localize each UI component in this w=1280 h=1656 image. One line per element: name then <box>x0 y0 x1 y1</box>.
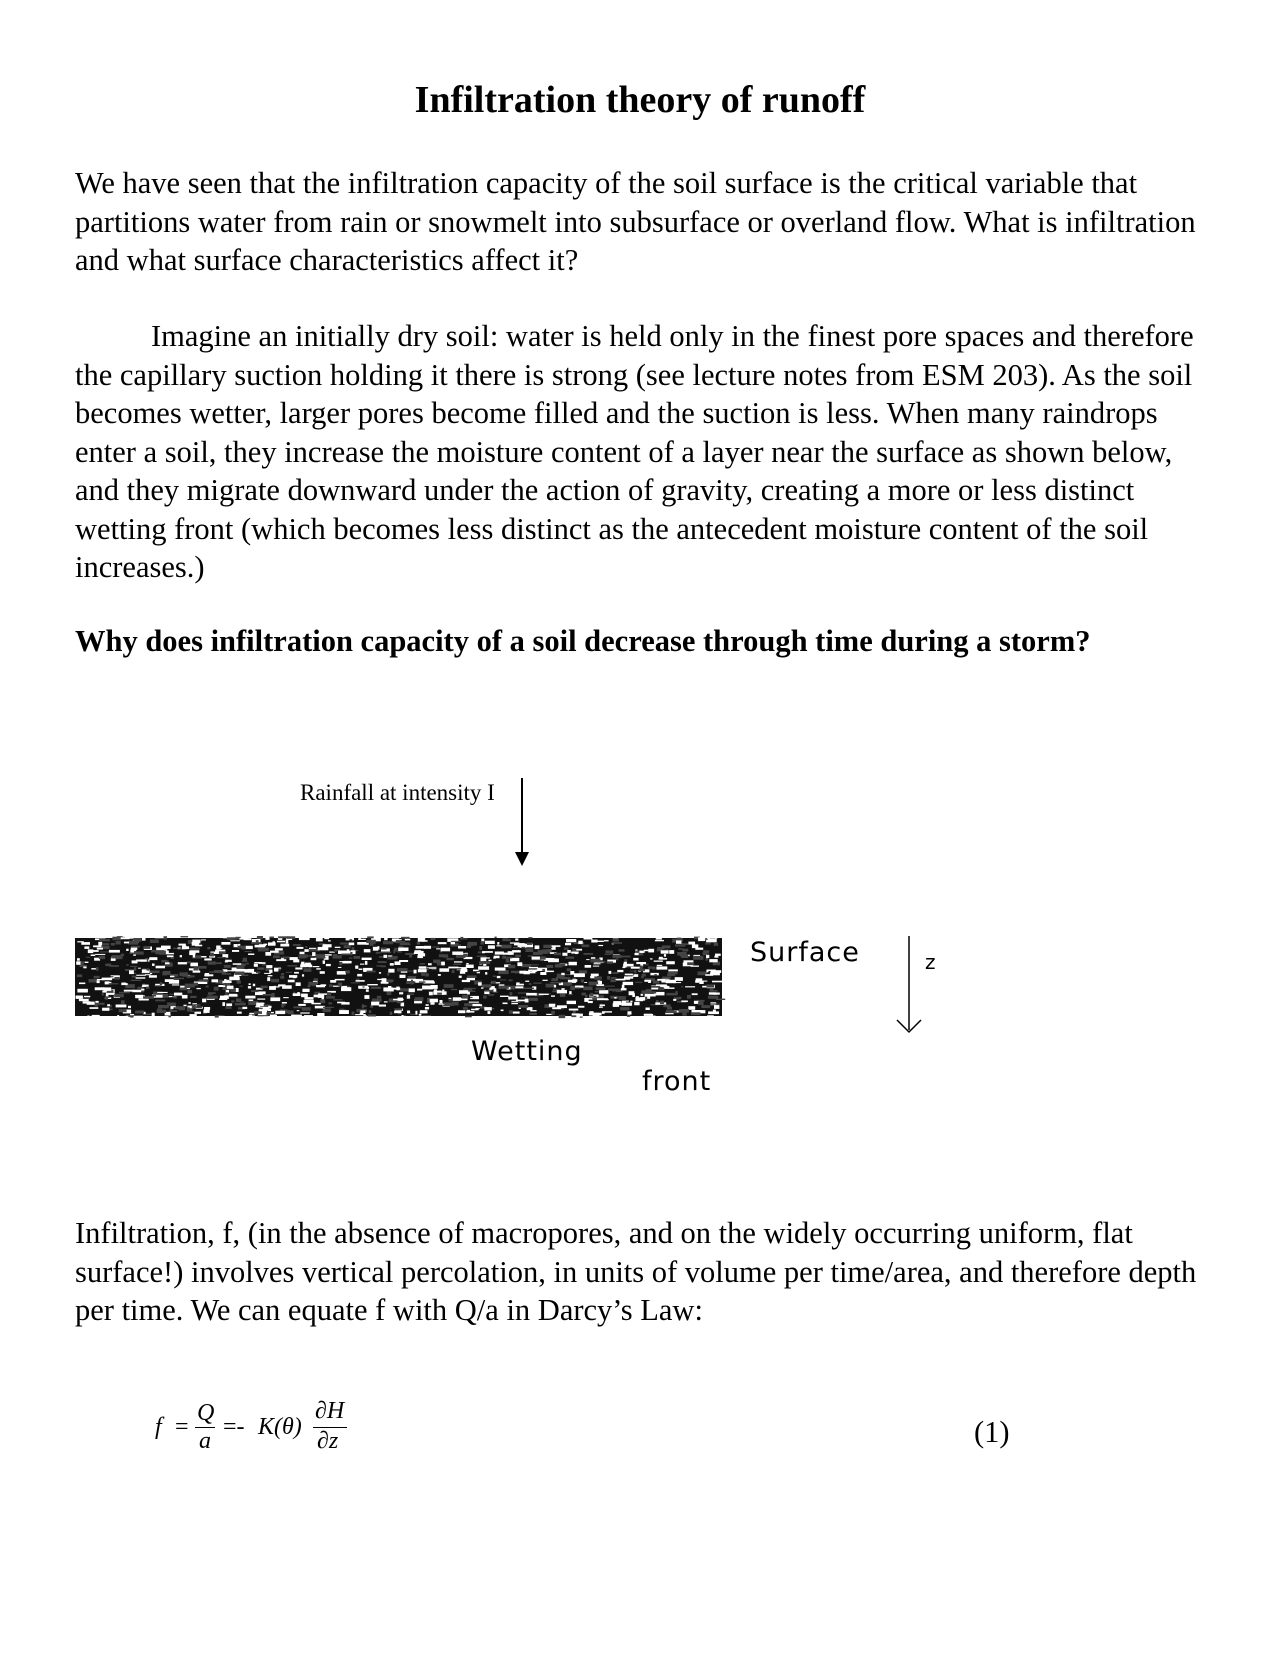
equation-denominator-a: a <box>199 1428 211 1454</box>
equation-number: (1) <box>974 1415 1010 1449</box>
front-label: front <box>642 1066 712 1097</box>
intro-paragraph: We have seen that the infiltration capacity of the soil surface is the critical variable that partitions water from rain or snowmelt into subsurface or overland flow. What is infiltration and what surface characteristics affect it? <box>75 166 1196 277</box>
equation-numerator-dh: ∂H <box>315 1398 345 1424</box>
darcy-paragraph: Infiltration, f, (in the absence of macropores, and on the widely occurring uniform, flat surface!) involves vertical percolation, in units of volume per time/area, and therefore depth per time. We can equate f with Q/a in Darcy’s Law: <box>75 1216 1197 1327</box>
z-label: z <box>925 950 936 974</box>
rainfall-arrow-head <box>515 852 529 866</box>
dry-soil-text: Imagine an initially dry soil: water is held only in the finest pore spaces and therefore the capillary suction holding it there is strong (see lecture notes from ESM 203). As the soil becomes wetter, larger pores become filled and the suction is less. When many raindrops enter a soil, they increase the moisture content of a layer near the surface as shown below, and they migrate downward under the action of gravity, creating a more or less distinct wetting front (which becomes less distinct as the antecedent moisture content of the soil increases.) <box>75 319 1194 584</box>
equation-equals-1: = <box>175 1414 189 1440</box>
equation-lhs: f <box>155 1414 162 1440</box>
depth-arrow-head <box>897 1020 921 1032</box>
equation-denominator-dz: ∂z <box>317 1428 339 1454</box>
equation-conductivity: K(θ) <box>258 1414 302 1440</box>
equation-equals-2: =- <box>223 1414 245 1440</box>
storm-question: Why does infiltration capacity of a soil decrease through time during a storm? <box>75 624 1091 658</box>
rainfall-label: Rainfall at intensity I <box>300 780 495 805</box>
equation-numerator-q: Q <box>197 1400 215 1426</box>
dry-soil-paragraph <box>75 317 1215 587</box>
wet-soil-layer <box>75 936 725 1019</box>
page-title: Infiltration theory of runoff <box>414 79 866 121</box>
wetting-label: Wetting <box>471 1036 583 1067</box>
surface-label: Surface <box>750 937 860 968</box>
darcy-equation <box>155 1400 415 1470</box>
